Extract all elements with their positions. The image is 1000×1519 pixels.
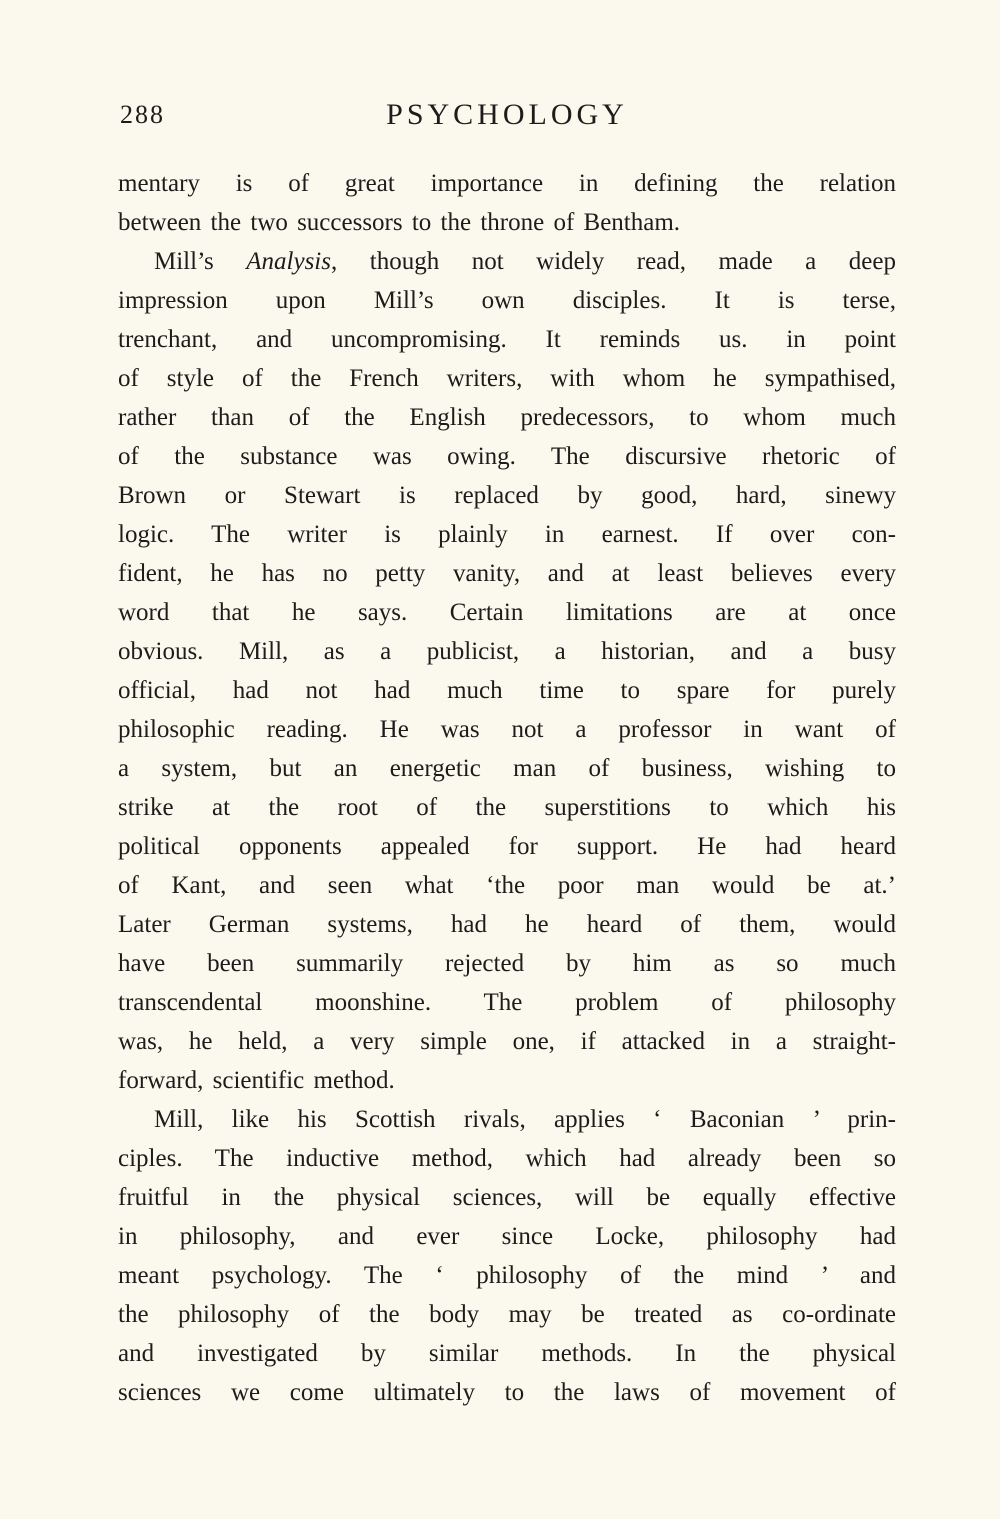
text-line: rather than of the English predecessors, to whom much bbox=[118, 404, 896, 431]
text-line: have been summarily rejected by him as so much bbox=[118, 950, 896, 977]
text-line: word that he says. Certain limitations are at once bbox=[118, 599, 896, 626]
text-line: obvious. Mill, as a publicist, a historian, and a busy bbox=[118, 638, 896, 665]
text-line: Mill, like his Scottish rivals, applies ‘ Baconian ’ prin- bbox=[154, 1106, 896, 1133]
text-line: strike at the root of the superstitions to which his bbox=[118, 794, 896, 821]
text-line: a system, but an energetic man of business, wishing to bbox=[118, 755, 896, 782]
text-line: official, had not had much time to spare for purely bbox=[118, 677, 896, 704]
text-line: the philosophy of the body may be treated as co-ordinate bbox=[118, 1301, 896, 1328]
text-line: meant psychology. The ‘ philosophy of the mind ’ and bbox=[118, 1262, 896, 1289]
text-line: was, he held, a very simple one, if attacked in a straight- bbox=[118, 1028, 896, 1055]
text-line: Mill’s Analysis, though not widely read, made a deep bbox=[154, 248, 896, 275]
text-line: of style of the French writers, with whom he sympathised, bbox=[118, 365, 896, 392]
text-line: and investigated by similar methods. In the physical bbox=[118, 1340, 896, 1367]
page-header-title: PSYCHOLOGY bbox=[386, 98, 628, 131]
page-header bbox=[118, 0, 896, 138]
text-line: of the substance was owing. The discursive rhetoric of bbox=[118, 443, 896, 470]
text-line: ciples. The inductive method, which had already been so bbox=[118, 1145, 896, 1172]
text-line: sciences we come ultimately to the laws of movement of bbox=[118, 1379, 896, 1406]
paragraph bbox=[118, 242, 896, 1100]
text-line: mentary is of great importance in defining the relation bbox=[118, 170, 896, 197]
text-line: of Kant, and seen what ‘the poor man would be at.’ bbox=[118, 872, 896, 899]
page-number: 288 bbox=[120, 100, 165, 129]
text-line: fident, he has no petty vanity, and at least believes every bbox=[118, 560, 896, 587]
text-line: political opponents appealed for support. He had heard bbox=[118, 833, 896, 860]
paragraph bbox=[118, 164, 896, 242]
text-line: philosophic reading. He was not a professor in want of bbox=[118, 716, 896, 743]
paragraph bbox=[118, 1100, 896, 1412]
text-line: logic. The writer is plainly in earnest. If over con- bbox=[118, 521, 896, 548]
text-line: trenchant, and uncompromising. It reminds us. in point bbox=[118, 326, 896, 353]
page-body bbox=[118, 164, 896, 1412]
text-line: fruitful in the physical sciences, will be equally effective bbox=[118, 1184, 896, 1211]
text-line: Brown or Stewart is replaced by good, hard, sinewy bbox=[118, 482, 896, 509]
text-line: transcendental moonshine. The problem of philosophy bbox=[118, 989, 896, 1016]
text-line: forward, scientific method. bbox=[118, 1067, 395, 1094]
text-line: between the two successors to the throne of Bentham. bbox=[118, 209, 681, 236]
text-line: impression upon Mill’s own disciples. It is terse, bbox=[118, 287, 896, 314]
text-line: Later German systems, had he heard of them, would bbox=[118, 911, 896, 938]
text-line: in philosophy, and ever since Locke, philosophy had bbox=[118, 1223, 896, 1250]
